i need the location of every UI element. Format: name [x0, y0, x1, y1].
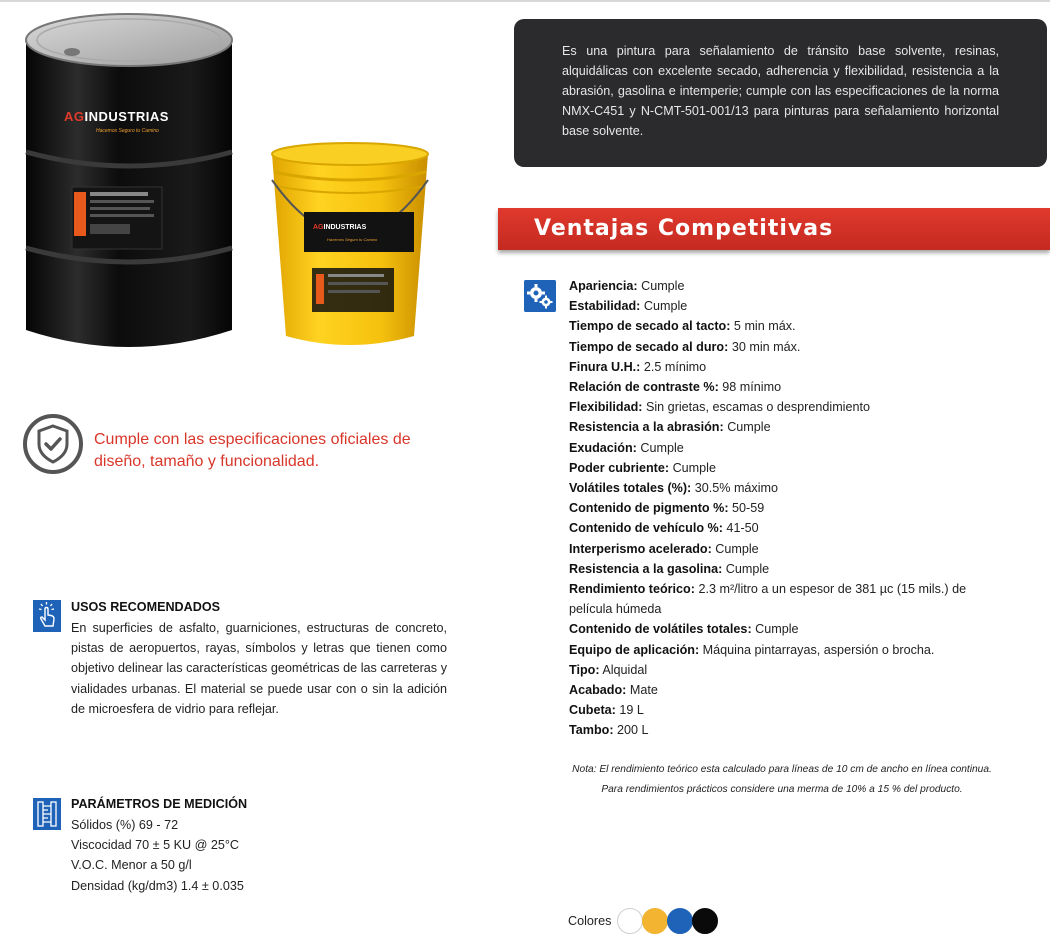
spec-label: Cubeta:	[569, 703, 616, 718]
spec-value: 50-59	[728, 501, 765, 516]
spec-label: Rendimiento teórico:	[569, 582, 695, 597]
spec-item	[569, 458, 1009, 478]
parametro-item: Viscocidad 70 ± 5 KU @ 25°C	[71, 838, 240, 853]
parametros-list	[71, 815, 244, 896]
spec-label: Finura U.H.:	[569, 359, 641, 374]
ventajas-title: Ventajas Competitivas	[534, 216, 834, 241]
spec-label: Estabilidad:	[569, 299, 641, 314]
spec-label: Flexibilidad:	[569, 400, 643, 415]
spec-value: 200 L	[613, 723, 649, 738]
spec-item	[569, 316, 1009, 336]
spec-value: Máquina pintarrayas, aspersión o brocha.	[699, 642, 935, 657]
usos-text: En superficies de asfalto, guarniciones, estructuras de concreto, pistas de aeropuertos, rayas, símbolos y letras que tienen como objetivo delinear las características geométricas de las carreteras y vialidades urbanas. El material se puede usar con o sin la adición de microesfera de vidrio para reflejar.	[71, 621, 447, 716]
spec-item	[569, 276, 1009, 296]
spec-item	[569, 498, 1009, 518]
spec-item	[569, 680, 1009, 700]
spec-item	[569, 377, 1009, 397]
rendimiento-note: Nota: El rendimiento teórico esta calculado para líneas de 10 cm de ancho en línea continua. Para rendimientos prácticos considere una merma de 10% a 15 % del producto.	[572, 764, 992, 795]
spec-value: 2.3 m²/litro a un espesor de 381 µc (15 mils.) de película húmeda	[569, 582, 967, 617]
colores-row	[568, 908, 717, 934]
spec-label: Relación de contraste %:	[569, 380, 719, 395]
color-swatch	[642, 908, 668, 934]
spec-label: Resistencia a la gasolina:	[569, 561, 723, 576]
spec-label: Contenido de vehículo %:	[569, 521, 723, 536]
spec-item	[569, 640, 1009, 660]
colores-label: Colores	[568, 914, 612, 928]
spec-value: Cumple	[723, 420, 771, 435]
spec-value: 30 min máx.	[728, 339, 801, 354]
spec-label: Contenido de volátiles totales:	[569, 622, 752, 637]
spec-item	[569, 337, 1009, 357]
parametro-item: Densidad (kg/dm3) 1.4 ± 0.035	[71, 878, 244, 893]
spec-label: Poder cubriente:	[569, 460, 670, 475]
spec-item	[569, 478, 1009, 498]
spec-label: Tiempo de secado al tacto:	[569, 319, 731, 334]
spec-value: Cumple	[640, 299, 688, 314]
spec-value: Cumple	[636, 440, 684, 455]
product-description: Es una pintura para señalamiento de tránsito base solvente, resinas, alquidálicas con excelente secado, adherencia y flexibilidad, resistencia a la abrasión, gasolina e intemperie; cumple con las especificaciones de la norma NMX-C451 y N-CMT-501-001/13 para pinturas para señalamiento horizontal base solvente.	[562, 44, 999, 138]
color-swatch	[667, 908, 693, 934]
color-swatches	[617, 908, 717, 934]
shield-check-icon	[22, 413, 84, 475]
color-swatch	[617, 908, 643, 934]
spec-value: Alquidal	[599, 662, 648, 677]
parametro-item: Sólidos (%) 69 - 72	[71, 818, 179, 832]
spec-item	[569, 619, 1009, 639]
spec-item	[569, 357, 1009, 377]
color-swatch	[692, 908, 718, 934]
drum-brand-logo: AGINDUSTRIAS	[64, 109, 169, 124]
spec-label: Resistencia a la abrasión:	[569, 420, 724, 435]
gears-icon	[524, 280, 556, 312]
spec-value: Cumple	[711, 541, 759, 556]
product-description-box	[514, 19, 1047, 167]
parametros-title: PARÁMETROS DE MEDICIÓN	[71, 797, 248, 811]
spec-label: Tiempo de secado al duro:	[569, 339, 729, 354]
spec-label: Exudación:	[569, 440, 637, 455]
spec-value: 19 L	[615, 703, 644, 718]
spec-item	[569, 417, 1009, 437]
ventajas-banner	[498, 208, 1050, 250]
spec-label: Volátiles totales (%):	[569, 481, 692, 496]
spec-value: Cumple	[751, 622, 799, 637]
bucket-image	[268, 140, 432, 350]
spec-label: Contenido de pigmento %:	[569, 501, 729, 516]
drum-image	[24, 12, 234, 360]
ventajas-list	[569, 276, 1009, 741]
spec-item	[569, 438, 1009, 458]
spec-value: Sin grietas, escamas o desprendimiento	[642, 400, 870, 415]
spec-label: Acabado:	[569, 683, 627, 698]
spec-item	[569, 559, 1009, 579]
drum-tagline: Hacemos Seguro tu Camino	[96, 128, 159, 134]
spec-value: Cumple	[669, 460, 716, 475]
hand-pointer-icon	[33, 600, 61, 632]
spec-value: Cumple	[722, 561, 770, 576]
spec-value: 41-50	[722, 521, 759, 536]
spec-value: 5 min máx.	[730, 319, 796, 334]
spec-item	[569, 579, 1009, 619]
gauge-icon	[33, 798, 61, 830]
parametro-item: V.O.C. Menor a 50 g/l	[71, 858, 192, 873]
spec-item	[569, 660, 1009, 680]
bucket-tagline: Hacemos Seguro tu Camino	[327, 237, 378, 242]
spec-label: Interperismo acelerado:	[569, 541, 712, 556]
spec-label: Tipo:	[569, 662, 600, 677]
spec-item	[569, 296, 1009, 316]
spec-item	[569, 720, 1009, 740]
spec-value: Mate	[626, 683, 658, 698]
spec-label: Apariencia:	[569, 279, 638, 293]
compliance-badge-text: Cumple con las especificaciones oficiales de diseño, tamaño y funcionalidad.	[94, 431, 411, 470]
usos-title: USOS RECOMENDADOS	[71, 600, 221, 614]
spec-item	[569, 700, 1009, 720]
spec-label: Tambo:	[569, 723, 614, 738]
spec-label: Equipo de aplicación:	[569, 642, 700, 657]
bucket-brand-logo: AGINDUSTRIAS	[313, 224, 367, 231]
spec-value: 30.5% máximo	[691, 481, 779, 496]
top-divider	[0, 0, 1050, 2]
spec-item	[569, 539, 1009, 559]
spec-item	[569, 518, 1009, 538]
spec-value: 98 mínimo	[718, 380, 782, 395]
spec-value: Cumple	[637, 279, 685, 293]
spec-item	[569, 397, 1009, 417]
spec-value: 2.5 mínimo	[640, 359, 707, 374]
